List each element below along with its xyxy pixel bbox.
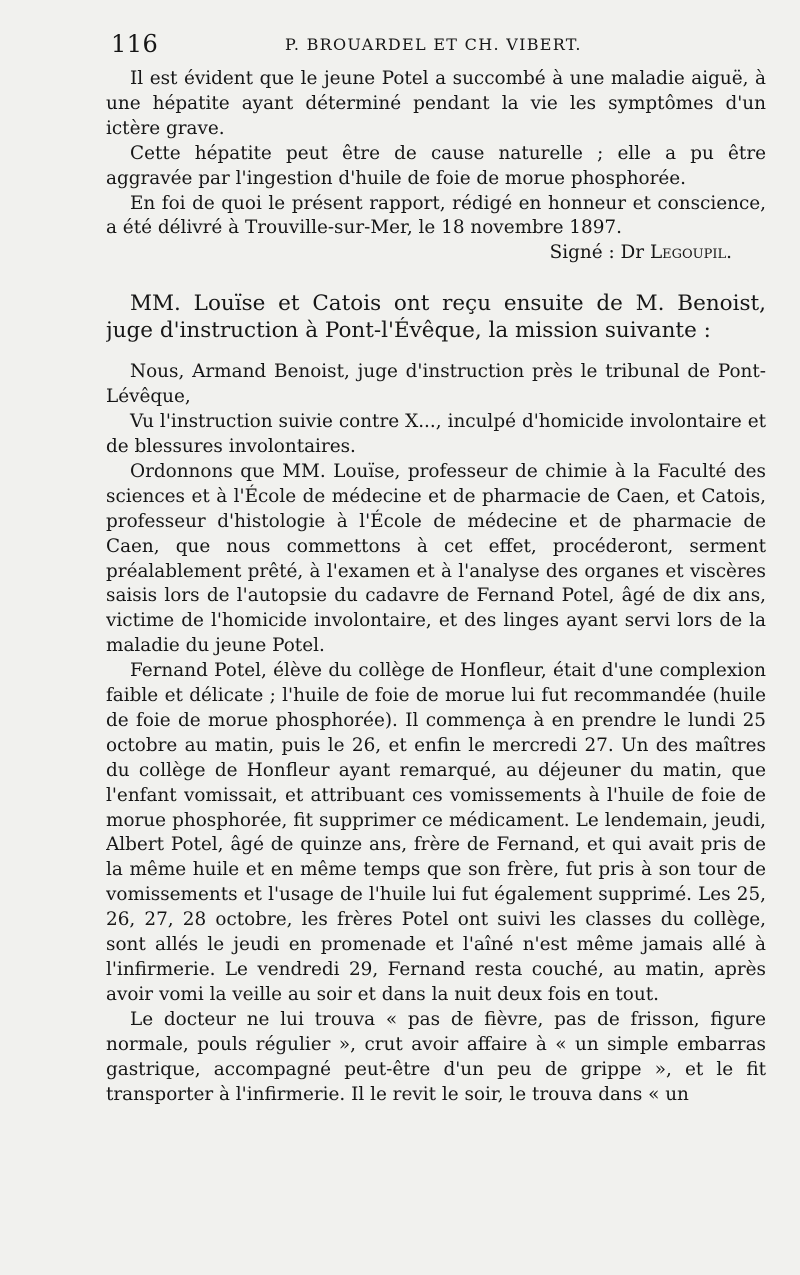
signature-line bbox=[106, 241, 766, 266]
paragraph-conclusion: Il est évident que le jeune Potel a succombé à une maladie aiguë, à une hépatite ayant déterminé pendant la vie les symptômes d'un ictère grave. bbox=[106, 68, 766, 139]
page-number: 116 bbox=[111, 30, 159, 58]
section-heading: MM. Louïse et Catois ont reçu ensuite de M. Benoist, juge d'instruction à Pont-l'Évêque, la mission suivante : bbox=[106, 291, 766, 344]
paragraph-ordonnons: Ordonnons que MM. Louïse, professeur de chimie à la Faculté des sciences et à l'École de médecine et de pharmacie de Caen, et Catois, professeur d'histologie à l'École de médecine et de pharmacie de Caen, que nous commettons à cet effet, procéderont, serment préalablement prêté, à l'examen et à l'analyse des organes et viscères saisis lors de l'autopsie du cadavre de Fernand Potel, âgé de dix ans, victime de l'homicide involontaire, et des linges ayant servi lors de la maladie du jeune Potel. bbox=[106, 460, 766, 657]
running-head: P. BROUARDEL ET CH. VIBERT. bbox=[285, 35, 582, 54]
signature-name: Legoupil. bbox=[649, 242, 732, 264]
paragraph-judge: Nous, Armand Benoist, juge d'instruction près le tribunal de Pont-Lévêque, bbox=[106, 361, 766, 408]
paragraph-docteur: Le docteur ne lui trouva « pas de fièvre, pas de frisson, figure normale, pouls régulier », crut avoir affaire à « un simple embarras gastrique, accompagné peut-être d'un peu de grippe », et le fit transporter à l'infirmerie. Il le revit le soir, le trouva dans « un bbox=[106, 1008, 766, 1105]
paragraph-hepatite: Cette hépatite peut être de cause naturelle ; elle a pu être aggravée par l'ingestion d'huile de foie de morue phosphorée. bbox=[106, 142, 766, 189]
page-body bbox=[106, 67, 766, 1257]
page-header bbox=[0, 30, 800, 60]
signature-prefix: Signé : Dr bbox=[549, 242, 645, 264]
paragraph-instruction: Vu l'instruction suivie contre X..., inculpé d'homicide involontaire et de blessures involontaires. bbox=[106, 411, 766, 457]
paragraph-fernand-potel: Fernand Potel, élève du collège de Honfleur, était d'une complexion faible et délicate ; l'huile de foie de morue lui fut recommandée (huile de foie de morue phosphorée). Il commença à en prendre le lundi 25 octobre au matin, puis le 26, et enfin le mercredi 27. Un des maîtres du collège de Honfleur ayant remarqué, au déjeuner du matin, que l'enfant vomissait, et attribuant ces vomissements à l'huile de foie de morue phosphorée, fit supprimer ce médicament. Le lendemain, jeudi, Albert Potel, âgé de quinze ans, frère de Fernand, et qui avait pris de la même huile et en même temps que son frère, fut pris à son tour de vomissements et l'usage de l'huile lui fut également supprimé. Les 25, 26, 27, 28 octobre, les frères Potel ont suivi les classes du collège, sont allés le jeudi en promenade et l'aîné n'est même jamais allé à l'infirmerie. Le vendredi 29, Fernand resta couché, au matin, après avoir vomi la veille au soir et dans la nuit deux fois en tout. bbox=[106, 660, 766, 1005]
paragraph-attestation: En foi de quoi le présent rapport, rédigé en honneur et conscience, a été délivré à Trouville-sur-Mer, le 18 novembre 1897. bbox=[106, 192, 766, 239]
